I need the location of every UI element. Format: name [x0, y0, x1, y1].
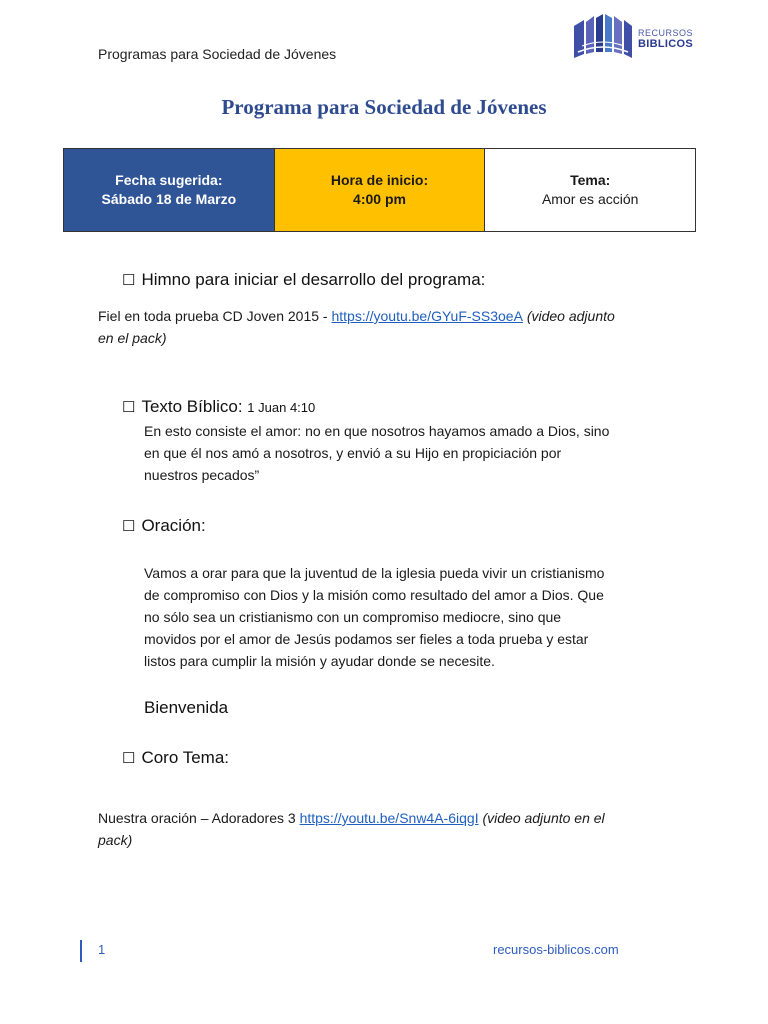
coro-heading — [122, 748, 229, 768]
himno-video-link[interactable]: https://youtu.be/GYuF-SS3oeA — [331, 308, 523, 324]
program-info-table — [63, 148, 696, 232]
texto-line: nuestros pecados” — [144, 467, 260, 483]
running-header: Programas para Sociedad de Jóvenes — [98, 46, 337, 62]
fecha-value: Sábado 18 de Marzo — [101, 191, 237, 207]
checkbox-icon[interactable]: ☐ — [122, 518, 136, 535]
coro-heading-text: Coro Tema: — [141, 748, 230, 767]
texto-line: En esto consiste el amor: no en que nosotros hayamos amado a Dios, sino — [144, 423, 610, 439]
hora-cell — [274, 149, 485, 231]
texto-line: en que él nos amó a nosotros, y envió a su Hijo en propiciación por — [144, 445, 562, 461]
page-number: 1 — [98, 942, 106, 957]
recursos-biblicos-logo[interactable] — [572, 12, 698, 60]
oracion-line: Vamos a orar para que la juventud de la iglesia pueda vivir un cristianismo — [144, 565, 605, 581]
oracion-line: de compromiso con Dios y la misión como resultado del amor a Dios. Que — [144, 587, 604, 603]
himno-note-cont: en el pack) — [98, 330, 167, 346]
logo-text-biblicos: BIBLICOS — [638, 38, 693, 50]
bienvenida-heading: Bienvenida — [144, 698, 229, 717]
logo-text-recursos: RECURSOS — [638, 28, 694, 38]
himno-heading — [122, 270, 485, 290]
oracion-heading-text: Oración: — [141, 516, 206, 535]
himno-paragraph — [98, 305, 678, 349]
oracion-line: no sólo sea un cristianismo con un compromiso mediocre, sino que — [144, 609, 562, 625]
hora-value: 4:00 pm — [353, 191, 406, 207]
fecha-cell — [64, 149, 274, 231]
hora-label: Hora de inicio: — [330, 172, 429, 188]
book-stack-icon — [572, 12, 634, 60]
checkbox-icon[interactable]: ☐ — [122, 272, 136, 289]
oracion-line: listos para cumplir la misión y ayudar donde se necesite. — [144, 653, 495, 669]
texto-paragraph — [144, 420, 704, 486]
footer-site-link[interactable]: recursos-biblicos.com — [493, 942, 619, 957]
texto-heading — [122, 397, 315, 417]
checkbox-icon[interactable]: ☐ — [122, 750, 136, 767]
coro-paragraph — [98, 807, 678, 851]
himno-note: (video adjunto — [522, 308, 615, 324]
tema-label: Tema: — [570, 172, 611, 188]
oracion-paragraph — [144, 562, 704, 672]
texto-heading-text: Texto Bíblico: — [141, 397, 243, 416]
coro-video-link[interactable]: https://youtu.be/Snw4A-6iqgI — [299, 810, 479, 826]
texto-reference: 1 Juan 4:10 — [247, 400, 316, 415]
tema-cell — [484, 149, 695, 231]
himno-heading-text: Himno para iniciar el desarrollo del programa: — [141, 270, 486, 289]
oracion-line: movidos por el amor de Jesús podamos ser fieles a toda prueba y estar — [144, 631, 589, 647]
footer-divider — [80, 940, 82, 962]
document-title: Programa para Sociedad de Jóvenes — [221, 95, 547, 119]
checkbox-icon[interactable]: ☐ — [122, 399, 136, 416]
fecha-label: Fecha sugerida: — [115, 172, 223, 188]
coro-song: Nuestra oración – Adoradores 3 — [98, 810, 300, 826]
coro-note: (video adjunto en el — [478, 810, 605, 826]
himno-song: Fiel en toda prueba CD Joven 2015 - — [98, 308, 332, 324]
coro-note-cont: pack) — [98, 832, 133, 848]
tema-value: Amor es acción — [541, 191, 639, 207]
oracion-heading — [122, 516, 206, 536]
